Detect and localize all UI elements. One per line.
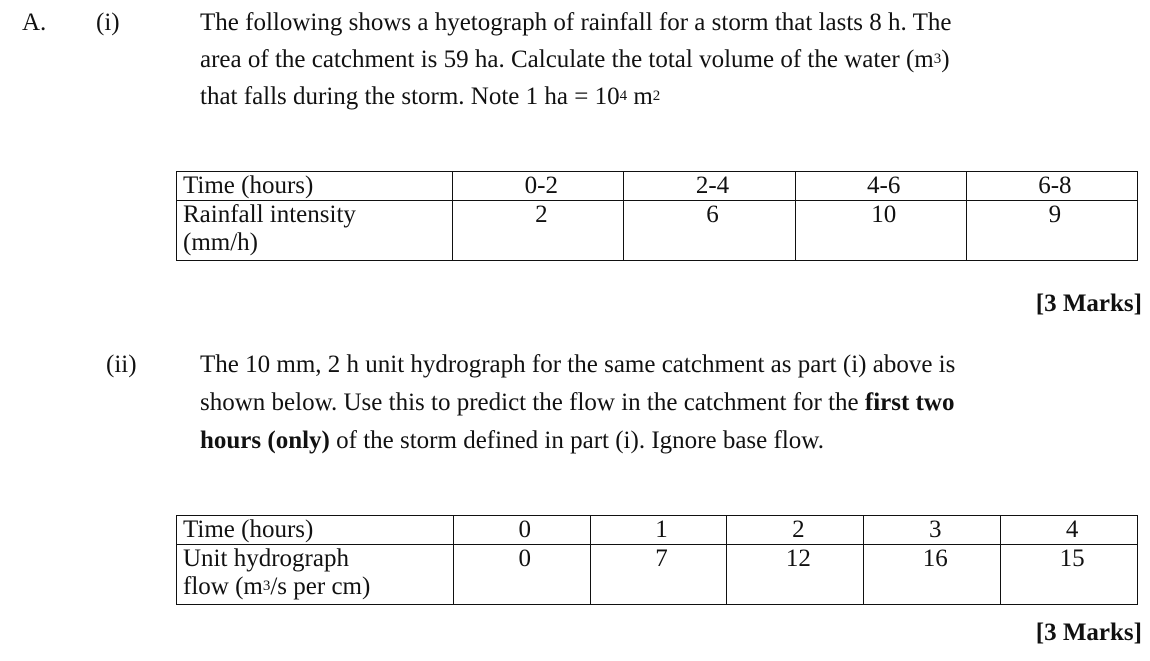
- row-label: Unit hydrograph flow ($m^3/s$ per cm): [177, 545, 454, 605]
- part-i-line-2: area of the catchment is 59 ha. Calculate the total volume of the water $(m^3)$: [200, 46, 950, 73]
- row-label: Rainfall intensity (mm/h): [177, 201, 453, 261]
- header-cell: 3: [864, 516, 1001, 545]
- part-i-marks: [3 Marks]: [1035, 290, 1142, 317]
- unit-hydrograph-table: [176, 515, 1138, 605]
- value-cell: 12: [727, 545, 864, 605]
- table-row: [177, 172, 1138, 201]
- header-cell: 2-4: [624, 172, 795, 201]
- header-cell: 4-6: [795, 172, 966, 201]
- value-cell: 9: [966, 201, 1137, 261]
- header-cell: 0: [453, 516, 590, 545]
- header-cell: 0-2: [453, 172, 624, 201]
- part-i-number: (i): [96, 9, 120, 36]
- header-cell: 6-8: [966, 172, 1137, 201]
- value-cell: 16: [864, 545, 1001, 605]
- part-ii-marks: [3 Marks]: [1035, 619, 1142, 646]
- value-cell: 2: [453, 201, 624, 261]
- rainfall-table: [176, 171, 1138, 261]
- header-cell: 2: [727, 516, 864, 545]
- value-cell: 7: [590, 545, 727, 605]
- header-cell: 1: [590, 516, 727, 545]
- part-i-line-1: The following shows a hyetograph of rainfall for a storm that lasts 8 h. The: [200, 9, 952, 36]
- value-cell: 0: [453, 545, 590, 605]
- part-ii-line-1: The 10 mm, 2 h unit hydrograph for the same catchment as part (i) above is: [200, 351, 956, 378]
- header-cell: Time (hours): [177, 516, 454, 545]
- value-cell: 10: [795, 201, 966, 261]
- value-cell: 15: [1001, 545, 1138, 605]
- table-row: [177, 516, 1138, 545]
- part-ii-number: (ii): [106, 351, 137, 378]
- table-row: [177, 545, 1138, 605]
- part-ii-line-3: hours (only) of the storm defined in part (i). Ignore base flow.: [200, 427, 824, 454]
- part-i-text: [200, 4, 1145, 115]
- header-cell: 4: [1001, 516, 1138, 545]
- table-row: [177, 201, 1138, 261]
- part-i-line-3: that falls during the storm. Note 1 ha = $10^4$ $m^2$: [200, 83, 661, 110]
- header-cell: Time (hours): [177, 172, 453, 201]
- part-ii-text: [200, 346, 1145, 460]
- part-ii-line-2: shown below. Use this to predict the flow in the catchment for the first two: [200, 389, 955, 416]
- question-label: A.: [22, 9, 47, 36]
- value-cell: 6: [624, 201, 795, 261]
